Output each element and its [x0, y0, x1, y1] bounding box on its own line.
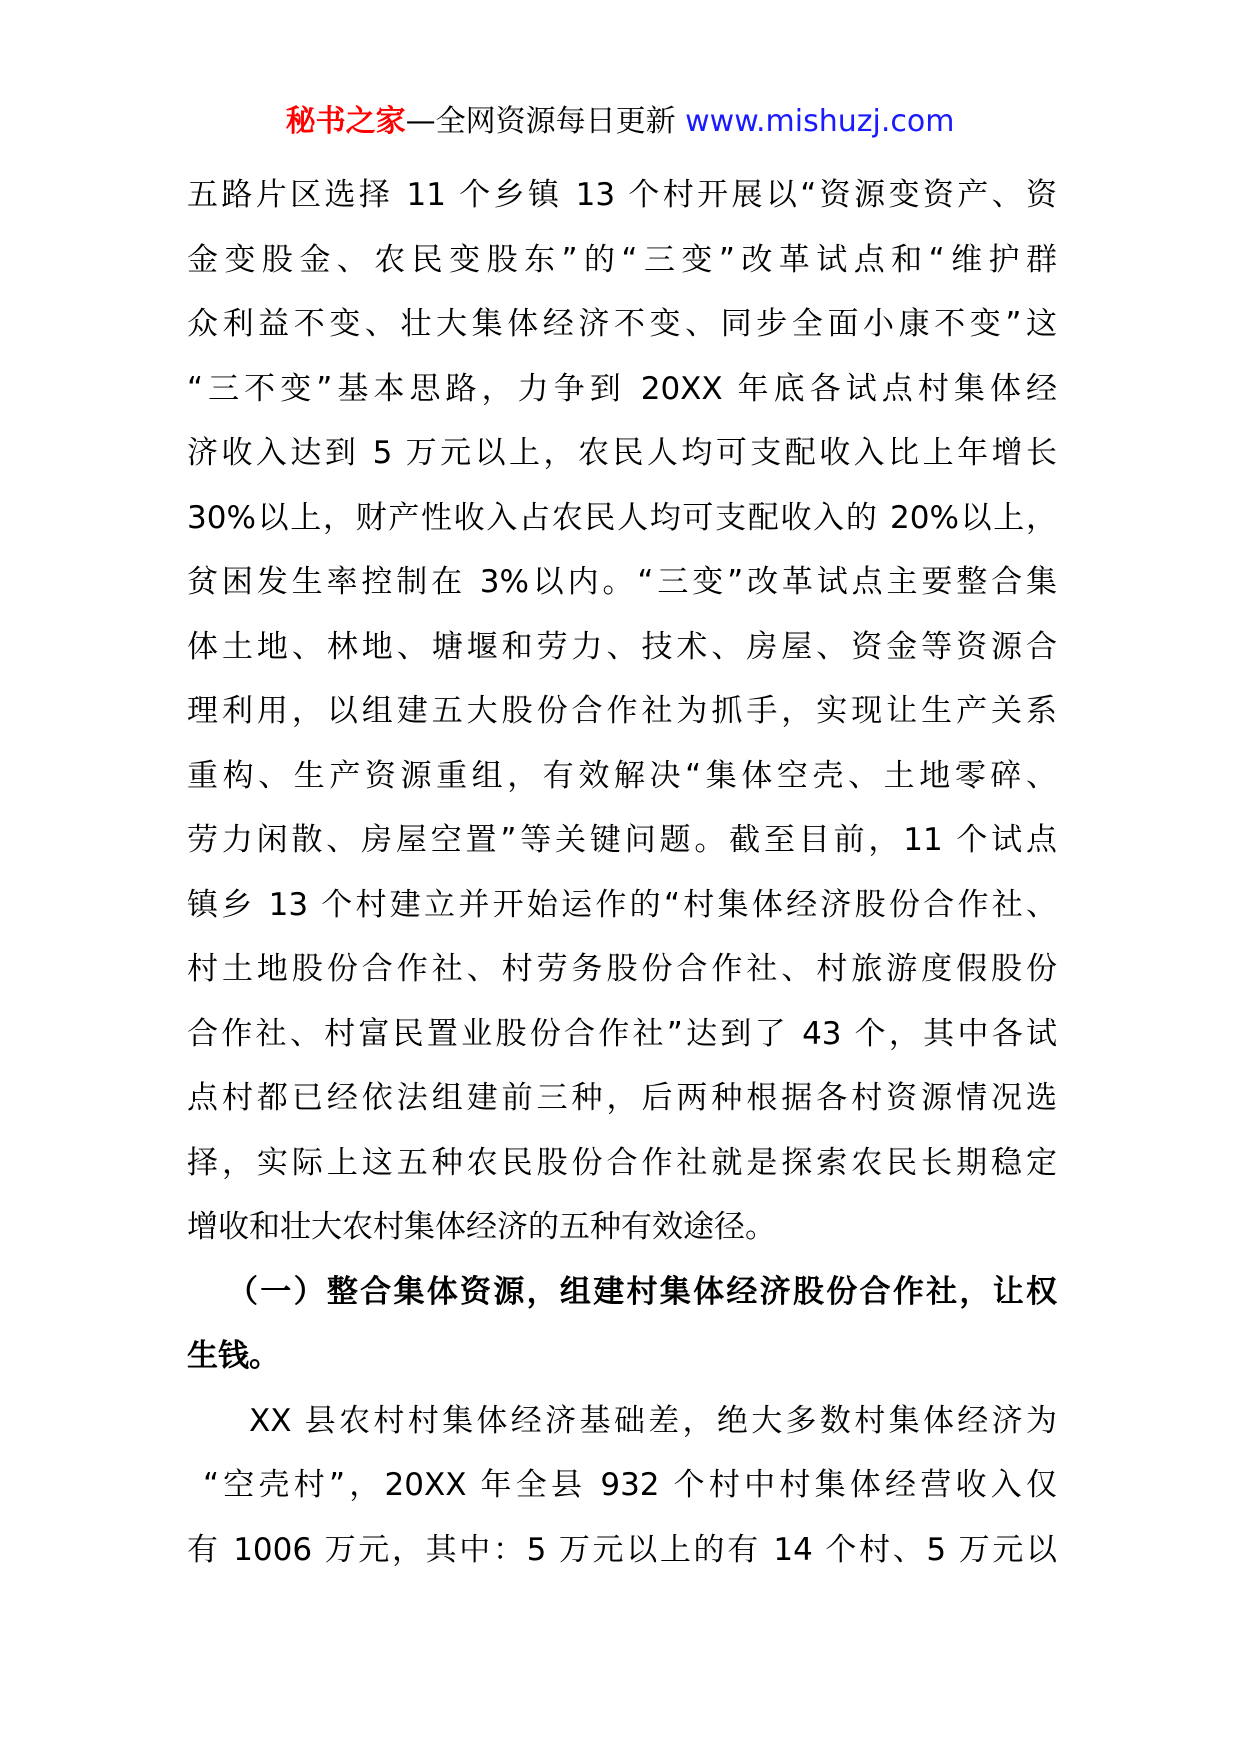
- body-line: 合作社、村富民置业股份合作社”达到了 43 个，其中各试: [187, 1015, 1057, 1052]
- body-line: 重构、生产资源重组，有效解决“集体空壳、土地零碎、: [187, 757, 1057, 794]
- body-line: 众利益不变、壮大集体经济不变、同步全面小康不变”这: [187, 306, 1057, 342]
- body-line: 体土地、林地、塘堰和劳力、技术、房屋、资金等资源合: [187, 628, 1057, 665]
- body-line: 村土地股份合作社、村劳务股份合作社、村旅游度假股份: [187, 951, 1057, 987]
- body-line: “三不变”基本思路，力争到 20XX 年底各试点村集体经: [187, 370, 1057, 407]
- header-tagline: —全网资源每日更新: [405, 104, 676, 139]
- site-url-link[interactable]: www.mishuzj.com: [685, 104, 955, 139]
- section-body-line: XX 县农村村集体经济基础差，绝大多数村集体经济为: [249, 1402, 1057, 1439]
- body-line: 五路片区选择 11 个乡镇 13 个村开展以“资源变资产、资: [187, 177, 1057, 213]
- section-body-line: “空壳村”，20XX 年全县 932 个村中村集体经营收入仅: [203, 1467, 1057, 1503]
- body-line: 贫困发生率控制在 3%以内。“三变”改革试点主要整合集: [187, 564, 1057, 600]
- body-line: 点村都已经依法组建前三种，后两种根据各村资源情况选: [187, 1080, 1057, 1116]
- body-line: 金变股金、农民变股东”的“三变”改革试点和“维护群: [187, 241, 1057, 278]
- body-line: 增收和壮大农村集体经济的五种有效途径。: [187, 1209, 776, 1245]
- body-line: 30%以上，财产性收入占农民人均可支配收入的 20%以上，: [187, 499, 1057, 536]
- body-line: 镇乡 13 个村建立并开始运作的“村集体经济股份合作社、: [187, 886, 1057, 923]
- site-header: [0, 102, 1240, 142]
- body-line: 劳力闲散、房屋空置”等关键问题。截至目前，11 个试点: [187, 822, 1057, 858]
- brand-name: 秘书之家: [285, 104, 406, 139]
- section-heading-continued: 生钱。: [187, 1338, 280, 1374]
- body-line: 理利用，以组建五大股份合作社为抓手，实现让生产关系: [187, 693, 1057, 729]
- section-heading: （一）整合集体资源，组建村集体经济股份合作社，让权: [227, 1273, 1057, 1310]
- body-line: 济收入达到 5 万元以上，农民人均可支配收入比上年增长: [187, 435, 1057, 471]
- section-body-line: 有 1006 万元，其中：5 万元以上的有 14 个村、5 万元以: [187, 1531, 1057, 1568]
- document-body: [187, 163, 1057, 1582]
- body-line: 择，实际上这五种农民股份合作社就是探索农民长期稳定: [187, 1144, 1057, 1181]
